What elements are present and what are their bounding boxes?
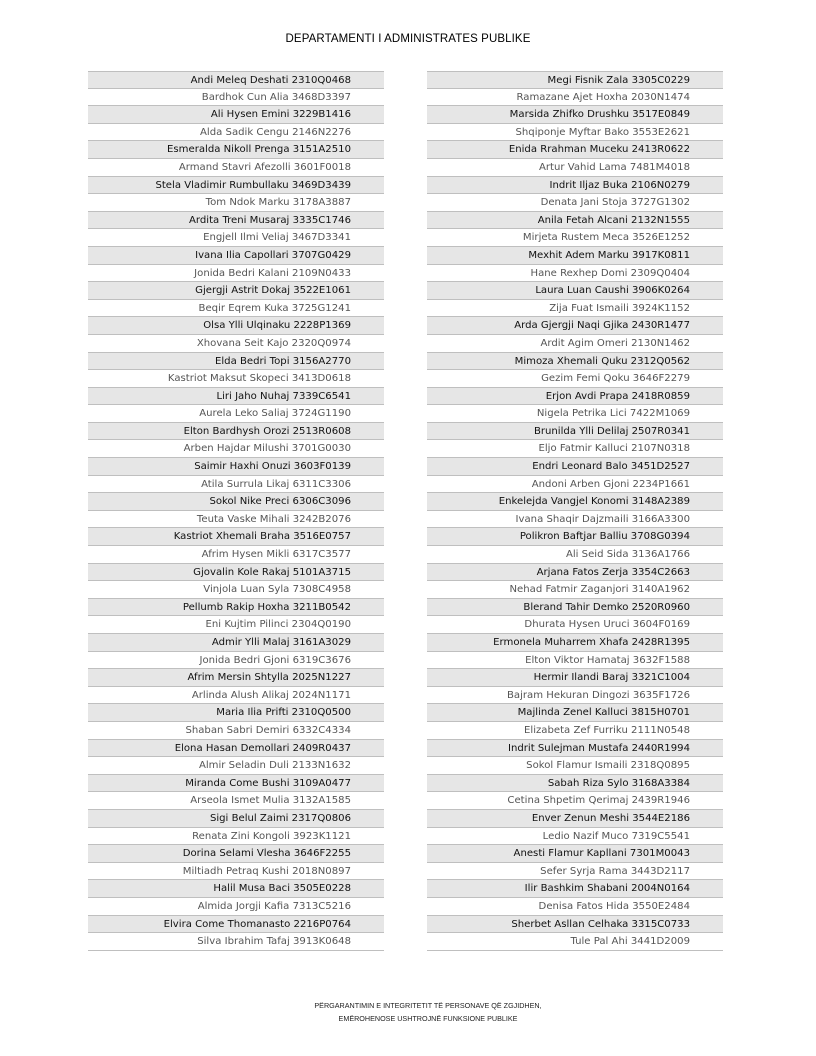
list-item: Miltiadh Petraq Kushi 2018N0897	[88, 863, 384, 881]
list-item: Arseola Ismet Mulia 3132A1585	[88, 792, 384, 810]
list-item: Sokol Nike Preci 6306C3096	[88, 493, 384, 511]
list-item: Nehad Fatmir Zaganjori 3140A1962	[427, 581, 723, 599]
left-name-list	[88, 71, 384, 951]
list-item: Xhovana Seit Kajo 2320Q0974	[88, 335, 384, 353]
list-item: Ivana Ilia Capollari 3707G0429	[88, 247, 384, 265]
footer-line-2: EMËROHENOSE USHTROJNË FUNKSIONE PUBLIKE	[338, 1014, 518, 1023]
list-item: Zija Fuat Ismaili 3924K1152	[427, 300, 723, 318]
list-item: Marsida Zhifko Drushku 3517E0849	[427, 106, 723, 124]
list-item: Sigi Belul Zaimi 2317Q0806	[88, 810, 384, 828]
list-item: Armand Stavri Afezolli 3601F0018	[88, 159, 384, 177]
list-item: Kastriot Maksut Skopeci 3413D0618	[88, 370, 384, 388]
list-item: Jonida Bedri Kalani 2109N0433	[88, 265, 384, 283]
list-item: Ardita Treni Musaraj 3335C1746	[88, 212, 384, 230]
list-item: Pellumb Rakip Hoxha 3211B0542	[88, 599, 384, 617]
list-item: Atila Surrula Likaj 6311C3306	[88, 476, 384, 494]
list-item: Elton Bardhysh Orozi 2513R0608	[88, 423, 384, 441]
list-item: Blerand Tahir Demko 2520R0960	[427, 599, 723, 617]
list-item: Elda Bedri Topi 3156A2770	[88, 353, 384, 371]
list-item: Halil Musa Baci 3505E0228	[88, 880, 384, 898]
list-item: Almida Jorgji Kafia 7313C5216	[88, 898, 384, 916]
list-item: Gjergji Astrit Dokaj 3522E1061	[88, 282, 384, 300]
list-item: Elizabeta Zef Furriku 2111N0548	[427, 722, 723, 740]
list-item: Gjovalin Kole Rakaj 5101A3715	[88, 564, 384, 582]
list-item: Ali Seid Sida 3136A1766	[427, 546, 723, 564]
list-item: Bardhok Cun Alia 3468D3397	[88, 89, 384, 107]
list-item: Mexhit Adem Marku 3917K0811	[427, 247, 723, 265]
list-item: Beqir Eqrem Kuka 3725G1241	[88, 300, 384, 318]
list-item: Cetina Shpetim Qerimaj 2439R1946	[427, 792, 723, 810]
list-item: Denisa Fatos Hida 3550E2484	[427, 898, 723, 916]
list-item: Endri Leonard Balo 3451D2527	[427, 458, 723, 476]
list-item: Arjana Fatos Zerja 3354C2663	[427, 564, 723, 582]
list-item: Admir Ylli Malaj 3161A3029	[88, 634, 384, 652]
list-item: Sabah Riza Sylo 3168A3384	[427, 775, 723, 793]
list-item: Vinjola Luan Syla 7308C4958	[88, 581, 384, 599]
list-item: Saimir Haxhi Onuzi 3603F0139	[88, 458, 384, 476]
list-item: Indrit Iljaz Buka 2106N0279	[427, 177, 723, 195]
list-item: Artur Vahid Lama 7481M4018	[427, 159, 723, 177]
list-item: Denata Jani Stoja 3727G1302	[427, 194, 723, 212]
list-item: Tom Ndok Marku 3178A3887	[88, 194, 384, 212]
list-item: Dhurata Hysen Uruci 3604F0169	[427, 616, 723, 634]
footer-line-1: PËRGARANTIMIN E INTEGRITETIT TË PERSONAVE QË ZGJIDHEN,	[314, 1001, 542, 1010]
list-item: Alda Sadik Cengu 2146N2276	[88, 124, 384, 142]
list-item: Andi Meleq Deshati 2310Q0468	[88, 71, 384, 89]
list-item: Afrim Mersin Shtylla 2025N1227	[88, 669, 384, 687]
list-item: Ali Hysen Emini 3229B1416	[88, 106, 384, 124]
list-item: Mirjeta Rustem Meca 3526E1252	[427, 229, 723, 247]
list-item: Erjon Avdi Prapa 2418R0859	[427, 388, 723, 406]
list-item: Stela Vladimir Rumbullaku 3469D3439	[88, 177, 384, 195]
document-footer	[0, 999, 816, 1025]
list-item: Laura Luan Caushi 3906K0264	[427, 282, 723, 300]
list-item: Maria Ilia Prifti 2310Q0500	[88, 704, 384, 722]
list-item: Shaban Sabri Demiri 6332C4334	[88, 722, 384, 740]
list-item: Elona Hasan Demollari 2409R0437	[88, 740, 384, 758]
list-item: Brunilda Ylli Delilaj 2507R0341	[427, 423, 723, 441]
list-item: Afrim Hysen Mikli 6317C3577	[88, 546, 384, 564]
list-item: Miranda Come Bushi 3109A0477	[88, 775, 384, 793]
list-item: Andoni Arben Gjoni 2234P1661	[427, 476, 723, 494]
list-item: Hane Rexhep Domi 2309Q0404	[427, 265, 723, 283]
list-item: Kastriot Xhemali Braha 3516E0757	[88, 528, 384, 546]
list-item: Ermonela Muharrem Xhafa 2428R1395	[427, 634, 723, 652]
list-item: Elvira Come Thomanasto 2216P0764	[88, 916, 384, 934]
list-item: Ilir Bashkim Shabani 2004N0164	[427, 880, 723, 898]
list-item: Indrit Sulejman Mustafa 2440R1994	[427, 740, 723, 758]
list-item: Enver Zenun Meshi 3544E2186	[427, 810, 723, 828]
list-item: Elton Viktor Hamataj 3632F1588	[427, 652, 723, 670]
list-item: Ramazane Ajet Hoxha 2030N1474	[427, 89, 723, 107]
list-item: Eljo Fatmir Kalluci 2107N0318	[427, 440, 723, 458]
list-item: Ardit Agim Omeri 2130N1462	[427, 335, 723, 353]
list-item: Eni Kujtim Pilinci 2304Q0190	[88, 616, 384, 634]
list-item: Hermir Ilandi Baraj 3321C1004	[427, 669, 723, 687]
list-item: Nigela Petrika Lici 7422M1069	[427, 405, 723, 423]
list-item: Almir Seladin Duli 2133N1632	[88, 757, 384, 775]
list-item: Polikron Baftjar Balliu 3708G0394	[427, 528, 723, 546]
list-item: Aurela Leko Saliaj 3724G1190	[88, 405, 384, 423]
list-item: Sokol Flamur Ismaili 2318Q0895	[427, 757, 723, 775]
list-item: Megi Fisnik Zala 3305C0229	[427, 71, 723, 89]
list-item: Teuta Vaske Mihali 3242B2076	[88, 511, 384, 529]
list-item: Mimoza Xhemali Quku 2312Q0562	[427, 353, 723, 371]
list-item: Majlinda Zenel Kalluci 3815H0701	[427, 704, 723, 722]
list-item: Tule Pal Ahi 3441D2009	[427, 933, 723, 951]
right-name-list	[427, 71, 723, 951]
list-item: Shqiponje Myftar Bako 3553E2621	[427, 124, 723, 142]
list-item: Olsa Ylli Ulqinaku 2228P1369	[88, 317, 384, 335]
list-item: Anesti Flamur Kapllani 7301M0043	[427, 845, 723, 863]
list-item: Enida Rrahman Muceku 2413R0622	[427, 141, 723, 159]
list-item: Renata Zini Kongoli 3923K1121	[88, 828, 384, 846]
list-item: Gezim Femi Qoku 3646F2279	[427, 370, 723, 388]
list-item: Engjell Ilmi Veliaj 3467D3341	[88, 229, 384, 247]
list-item: Liri Jaho Nuhaj 7339C6541	[88, 388, 384, 406]
list-item: Arben Hajdar Milushi 3701G0030	[88, 440, 384, 458]
list-item: Dorina Selami Vleshа 3646F2255	[88, 845, 384, 863]
list-item: Jonida Bedri Gjoni 6319C3676	[88, 652, 384, 670]
document-title: DEPARTAMENTI I ADMINISTRATES PUBLIKE	[285, 33, 531, 45]
list-item: Arlinda Alush Alikaj 2024N1171	[88, 687, 384, 705]
list-item: Ledio Nazif Muco 7319C5541	[427, 828, 723, 846]
list-item: Ivana Shaqir Dajzmaili 3166A3300	[427, 511, 723, 529]
list-item: Enkelejda Vangjel Konomi 3148A2389	[427, 493, 723, 511]
list-item: Sherbet Asllan Celhaka 3315C0733	[427, 916, 723, 934]
list-item: Silva Ibrahim Tafaj 3913K0648	[88, 933, 384, 951]
list-item: Bajram Hekuran Dingozi 3635F1726	[427, 687, 723, 705]
list-item: Sefer Syrja Rama 3443D2117	[427, 863, 723, 881]
list-item: Anila Fetah Alcani 2132N1555	[427, 212, 723, 230]
list-item: Esmeralda Nikoll Prenga 3151A2510	[88, 141, 384, 159]
list-item: Arda Gjergji Naqi Gjika 2430R1477	[427, 317, 723, 335]
